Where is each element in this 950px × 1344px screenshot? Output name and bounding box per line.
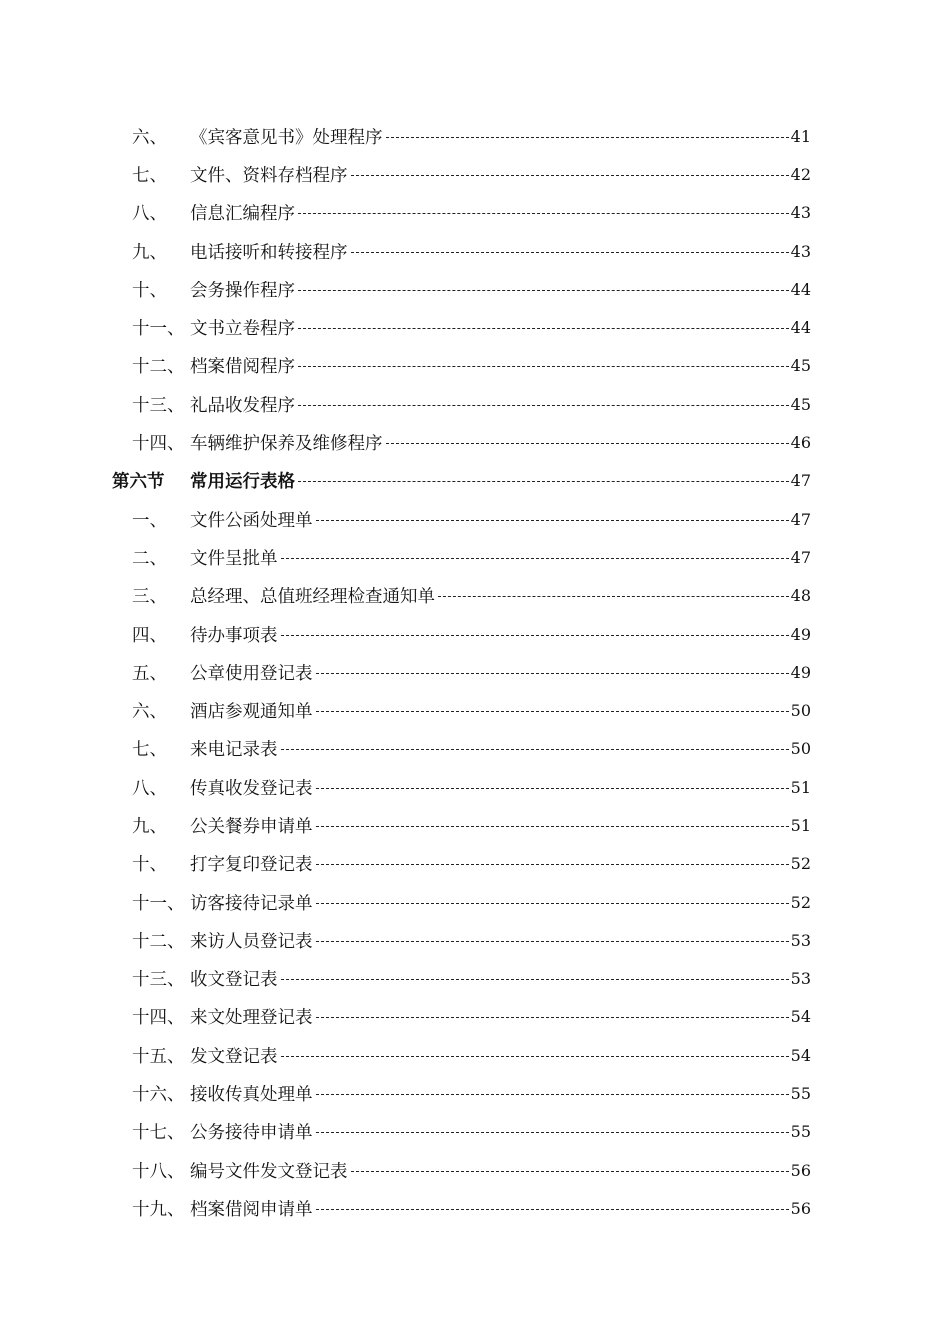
toc-page-number: 50 [790,701,811,721]
toc-entry-title: 收文登记表 [190,970,278,991]
toc-entry-number: 十五、 [132,1046,185,1067]
toc-entry-title: 待办事项表 [190,625,278,646]
toc-entry-row[interactable] [0,308,950,346]
toc-page-number: 47 [790,471,811,491]
toc-entry-number: 七、 [132,740,167,761]
toc-page-number: 44 [790,279,811,299]
toc-entry-title: 酒店参观通知单 [190,702,313,723]
toc-entry-row[interactable] [0,845,950,883]
toc-page-number: 56 [790,1198,811,1218]
toc-entry-row[interactable] [0,117,950,155]
toc-entry-line [190,347,811,385]
toc-entry-title: 《宾客意见书》处理程序 [190,127,383,148]
toc-page-number: 51 [790,777,811,797]
toc-entry-number: 十二、 [132,931,185,952]
toc-dot-leader [316,903,789,904]
toc-dot-leader [298,328,789,329]
toc-entry-row[interactable] [0,577,950,615]
toc-entry-row[interactable] [0,960,950,998]
toc-entry-title: 访客接待记录单 [190,893,313,914]
toc-entry-title: 接收传真处理单 [190,1085,313,1106]
toc-entry-row[interactable] [0,194,950,232]
toc-entry-number: 十三、 [132,395,185,416]
toc-dot-leader [316,864,789,865]
toc-entry-title: 文件公函处理单 [190,510,313,531]
toc-entry-title: 常用运行表格 [190,472,295,493]
toc-entry-row[interactable] [0,653,950,691]
toc-entry-row[interactable] [0,423,950,461]
toc-entry-row[interactable] [0,1151,950,1189]
toc-page-number: 55 [790,1122,811,1142]
toc-entry-number: 八、 [132,778,167,799]
toc-entry-line [190,1036,811,1074]
toc-dot-leader [316,1132,789,1133]
toc-entry-row[interactable] [0,691,950,729]
toc-entry-title: 电话接听和转接程序 [190,242,348,263]
toc-entry-line [190,1113,811,1151]
toc-entry-title: 会务操作程序 [190,280,295,301]
toc-entry-title: 公章使用登记表 [190,663,313,684]
toc-page-number: 52 [790,854,811,874]
toc-entry-number: 十九、 [132,1199,185,1220]
toc-dot-leader [298,213,789,214]
toc-dot-leader [281,979,789,980]
toc-dot-leader [316,520,789,521]
toc-entry-number: 十四、 [132,1008,185,1029]
toc-entry-title: 文件呈批单 [190,548,278,569]
toc-entry-number: 四、 [132,625,167,646]
toc-entry-number: 第六节 [112,472,165,493]
toc-page-number: 54 [790,1007,811,1027]
toc-entry-number: 六、 [132,702,167,723]
toc-dot-leader [298,366,789,367]
toc-page-number: 50 [790,739,811,759]
toc-entry-row[interactable] [0,500,950,538]
toc-dot-leader [298,481,789,482]
toc-entry-line [190,768,811,806]
toc-entry-title: 信息汇编程序 [190,204,295,225]
toc-dot-leader [281,1056,789,1057]
toc-entry-line [190,308,811,346]
toc-entry-title: 档案借阅申请单 [190,1199,313,1220]
toc-dot-leader [316,788,789,789]
toc-entry-number: 九、 [132,242,167,263]
toc-entry-line [190,117,811,155]
toc-section-row[interactable] [0,462,950,500]
toc-entry-line [190,462,811,500]
toc-dot-leader [316,673,789,674]
toc-entry-row[interactable] [0,998,950,1036]
toc-entry-line [190,615,811,653]
toc-entry-number: 十四、 [132,434,185,455]
table-of-contents [0,117,950,1228]
toc-entry-line [190,232,811,270]
toc-entry-line [190,998,811,1036]
toc-entry-number: 十二、 [132,357,185,378]
toc-page-number: 47 [790,509,811,529]
toc-entry-line [190,538,811,576]
toc-entry-title: 总经理、总值班经理检查通知单 [190,587,435,608]
toc-entry-number: 二、 [132,548,167,569]
toc-page-number: 53 [790,969,811,989]
toc-page-number: 46 [790,433,811,453]
toc-entry-title: 车辆维护保养及维修程序 [190,434,383,455]
toc-dot-leader [316,1209,789,1210]
toc-page-number: 51 [790,815,811,835]
toc-dot-leader [351,252,789,253]
toc-page-number: 45 [790,394,811,414]
toc-page-number: 44 [790,318,811,338]
toc-entry-title: 发文登记表 [190,1046,278,1067]
toc-entry-title: 打字复印登记表 [190,855,313,876]
toc-entry-line [190,577,811,615]
toc-entry-number: 九、 [132,816,167,837]
toc-entry-line [190,921,811,959]
toc-entry-row[interactable] [0,1074,950,1112]
toc-entry-row[interactable] [0,806,950,844]
toc-entry-title: 文件、资料存档程序 [190,165,348,186]
toc-entry-title: 礼品收发程序 [190,395,295,416]
toc-entry-title: 编号文件发文登记表 [190,1161,348,1182]
toc-dot-leader [316,1017,789,1018]
toc-entry-number: 五、 [132,663,167,684]
toc-entry-row[interactable] [0,385,950,423]
toc-dot-leader [298,405,789,406]
toc-entry-row[interactable] [0,347,950,385]
toc-dot-leader [316,941,789,942]
toc-page-number: 43 [790,203,811,223]
toc-page-number: 42 [790,164,811,184]
toc-page-number: 55 [790,1084,811,1104]
toc-dot-leader [281,558,789,559]
toc-page-number: 47 [790,547,811,567]
toc-entry-line [190,1074,811,1112]
toc-page-number: 49 [790,662,811,682]
toc-entry-number: 十八、 [132,1161,185,1182]
toc-page-number: 43 [790,241,811,261]
toc-dot-leader [316,826,789,827]
toc-entry-number: 十七、 [132,1123,185,1144]
toc-entry-number: 十三、 [132,970,185,991]
toc-page-number: 48 [790,586,811,606]
toc-entry-number: 一、 [132,510,167,531]
toc-dot-leader [281,749,789,750]
toc-entry-number: 十、 [132,855,167,876]
toc-page-number: 52 [790,892,811,912]
toc-page-number: 56 [790,1160,811,1180]
toc-dot-leader [298,290,789,291]
toc-entry-title: 档案借阅程序 [190,357,295,378]
toc-entry-title: 文书立卷程序 [190,319,295,340]
toc-page-number: 41 [790,126,811,146]
toc-entry-line [190,960,811,998]
toc-dot-leader [351,175,789,176]
toc-entry-line [190,691,811,729]
toc-page-number: 54 [790,1045,811,1065]
toc-entry-line [190,845,811,883]
toc-entry-row[interactable] [0,232,950,270]
toc-entry-row[interactable] [0,1113,950,1151]
toc-page-number: 53 [790,930,811,950]
toc-entry-row[interactable] [0,1036,950,1074]
toc-entry-row[interactable] [0,730,950,768]
toc-entry-title: 公关餐券申请单 [190,816,313,837]
toc-dot-leader [386,443,789,444]
toc-entry-number: 十六、 [132,1085,185,1106]
toc-entry-title: 来文处理登记表 [190,1008,313,1029]
toc-entry-number: 三、 [132,587,167,608]
toc-entry-row[interactable] [0,1189,950,1227]
toc-entry-line [190,423,811,461]
toc-entry-row[interactable] [0,155,950,193]
toc-entry-title: 传真收发登记表 [190,778,313,799]
toc-entry-line [190,1189,811,1227]
toc-entry-number: 六、 [132,127,167,148]
toc-entry-title: 公务接待申请单 [190,1123,313,1144]
toc-entry-number: 七、 [132,165,167,186]
toc-entry-row[interactable] [0,921,950,959]
toc-entry-number: 十一、 [132,893,185,914]
toc-entry-number: 十、 [132,280,167,301]
toc-entry-line [190,385,811,423]
toc-entry-line [190,500,811,538]
toc-page-number: 49 [790,624,811,644]
toc-dot-leader [438,596,789,597]
toc-entry-row[interactable] [0,538,950,576]
toc-dot-leader [351,1171,789,1172]
toc-entry-line [190,270,811,308]
toc-entry-row[interactable] [0,883,950,921]
toc-entry-row[interactable] [0,768,950,806]
toc-entry-line [190,155,811,193]
toc-dot-leader [386,137,789,138]
toc-dot-leader [281,635,789,636]
toc-entry-line [190,653,811,691]
toc-entry-line [190,883,811,921]
toc-entry-line [190,806,811,844]
toc-entry-row[interactable] [0,615,950,653]
toc-dot-leader [316,711,789,712]
toc-entry-title: 来访人员登记表 [190,931,313,952]
toc-entry-number: 十一、 [132,319,185,340]
toc-dot-leader [316,1094,789,1095]
toc-entry-number: 八、 [132,204,167,225]
toc-entry-row[interactable] [0,270,950,308]
toc-entry-line [190,194,811,232]
toc-entry-title: 来电记录表 [190,740,278,761]
toc-entry-line [190,1151,811,1189]
toc-entry-line [190,730,811,768]
toc-page-number: 45 [790,356,811,376]
